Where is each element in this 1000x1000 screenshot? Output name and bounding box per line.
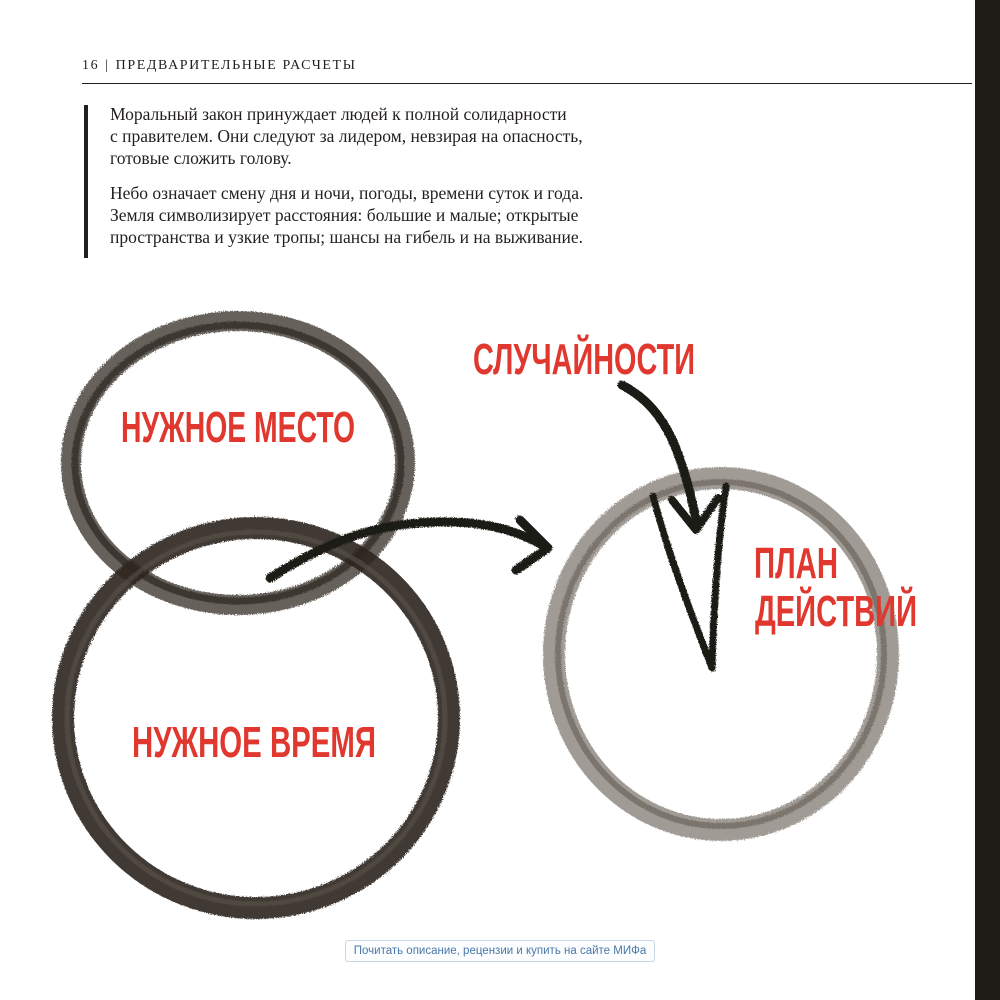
page-number: 16 bbox=[82, 58, 100, 73]
label-right-place: НУЖНОЕ МЕСТО bbox=[121, 403, 355, 452]
label-right-time: НУЖНОЕ ВРЕМЯ bbox=[132, 718, 376, 767]
text-line: Земля символизирует расстояния: большие и малые; открытые bbox=[110, 205, 579, 225]
body-text bbox=[110, 103, 670, 261]
label-chance: СЛУЧАЙНОСТИ bbox=[473, 335, 812, 384]
paragraph-1 bbox=[110, 103, 670, 169]
chapter-title: ПРЕДВАРИТЕЛЬНЫЕ РАСЧЕТЫ bbox=[115, 58, 357, 73]
header-rule bbox=[82, 83, 972, 84]
strategy-diagram bbox=[0, 290, 1000, 930]
text-line: с правителем. Они следуют за лидером, невзирая на опасность, bbox=[110, 126, 583, 146]
arrow-chance bbox=[622, 385, 726, 668]
label-plan-line-2: ДЕЙСТВИЙ bbox=[755, 587, 1000, 636]
shop-link[interactable]: Почитать описание, рецензии и купить на сайте МИФа bbox=[345, 940, 655, 962]
label-plan-line-1: ПЛАН bbox=[754, 539, 838, 588]
quote-bar bbox=[84, 105, 88, 258]
text-line: готовые сложить голову. bbox=[110, 148, 292, 168]
running-head bbox=[82, 58, 357, 74]
paragraph-2 bbox=[110, 182, 670, 248]
text-line: Небо означает смену дня и ночи, погоды, времени суток и года. bbox=[110, 183, 584, 203]
text-line: пространства и узкие тропы; шансы на гибель и на выживание. bbox=[110, 227, 584, 247]
page-edge-bar bbox=[975, 0, 1000, 1000]
text-line: Моральный закон принуждает людей к полной солидарности bbox=[110, 104, 567, 124]
header-separator: | bbox=[105, 58, 110, 73]
